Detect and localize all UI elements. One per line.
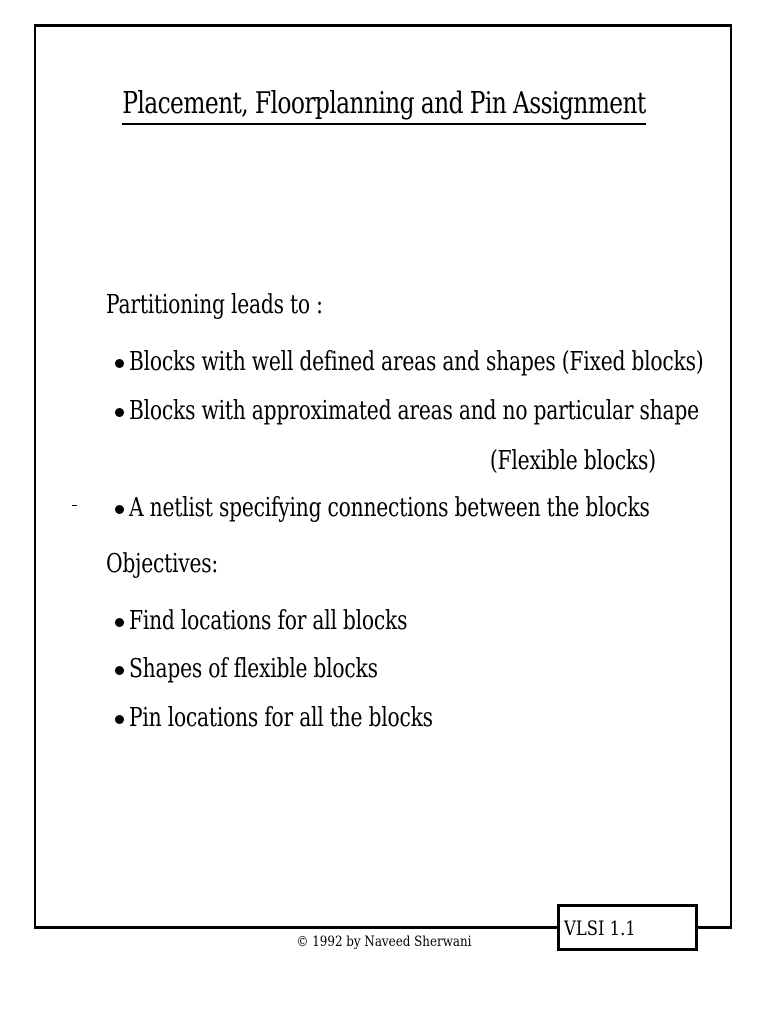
- bullet-icon: [115, 505, 124, 514]
- slide-id-box: [557, 904, 698, 951]
- objectives-heading: Objectives:: [106, 549, 219, 579]
- copyright-footer: © 1992 by Naveed Sherwani: [296, 934, 472, 950]
- stray-mark: [72, 505, 77, 506]
- bullet-icon: [115, 359, 124, 368]
- partition-item-2-continuation: (Flexible blocks): [490, 446, 656, 476]
- partition-item-2: Blocks with approximated areas and no particular shape: [129, 396, 699, 426]
- objective-item-3: Pin locations for all the blocks: [129, 703, 433, 733]
- objective-item-1: Find locations for all blocks: [129, 606, 408, 636]
- bullet-icon: [115, 618, 124, 627]
- bullet-icon: [115, 715, 124, 724]
- slide-title: [84, 84, 683, 124]
- bullet-icon: [115, 408, 124, 417]
- bullet-icon: [115, 666, 124, 675]
- slide-title-text: Placement, Floorplanning and Pin Assignment: [122, 86, 645, 125]
- slide-id-label: VLSI 1.1: [564, 916, 636, 940]
- objective-item-2: Shapes of flexible blocks: [129, 654, 378, 684]
- partition-item-3: A netlist specifying connections between the blocks: [129, 493, 650, 523]
- partition-item-1: Blocks with well defined areas and shapes (Fixed blocks): [129, 347, 704, 377]
- intro-text: Partitioning leads to :: [106, 290, 323, 320]
